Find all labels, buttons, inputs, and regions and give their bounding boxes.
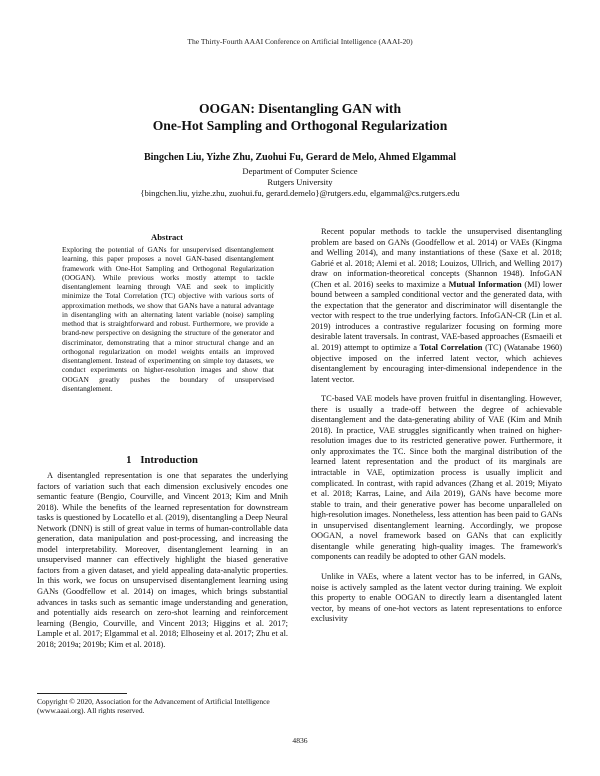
author-list: Bingchen Liu, Yizhe Zhu, Zuohui Fu, Gerard de Melo, Ahmed Elgammal (143, 152, 457, 163)
term-mutual-information: Mutual Information (448, 279, 522, 289)
title-line-1: OOGAN: Disentangling GAN with (198, 101, 402, 116)
university: Rutgers University (267, 177, 333, 187)
abstract-heading: Abstract (151, 232, 183, 242)
paper-title (0, 101, 600, 134)
page-number: 4836 (292, 736, 308, 745)
intro-paragraph-3: TC-based VAE models have proven fruitful in disentangling. However, there is usually a trade-off between the degree of achievable disentanglement and the data-generating ability of VAE (Kim and Mnih 2018). In practice, VAE struggles significantly when trained on higher-resolution images due to its restricted generative power. Furthermore, it only approximates the TC. Since both the marginal distribution of the learned latent representation and the product of its marginals are intractable in VAE, optimization process is usually implicit and complicated. In contrast, with rapid advances (Zhang et al. 2019; Miyato et al. 2018; Karras, Laine, and Aila 2019), GANs have become more stable to train, and their generative power has become unparalleled on high-resolution images. Nonetheless, less attention has been paid to GANs in unsupervised disentanglement learning. Accordingly, we propose OOGAN, a novel framework based on GANs that can explicitly disentangle while generating high-quality images. The framework's components can readily be adopted to other GAN models. (311, 394, 562, 562)
intro-paragraph-4: Unlike in VAEs, where a latent vector has to be inferred, in GANs, noise is actively sampled as the latent vector during training. We exploit this property to enable OOGAN to directly learn a disentangled latent vector, by means of one-hot vectors as latent representations to enforce exclusivity (311, 571, 562, 624)
para2-text-a: Recent popular methods to tackle the unsupervised disentangling problem are based on GANs (Goodfellow et al. 2014) or VAEs (Kingma and Welling 2014), and many instantiations of these (Saxe et al. 2018; Gabrié et al. 2018; Alemi et al. 2018; Louizos, Ullrich, and Welling 2017) draw on information-theoretical concepts (Shannon 1948). InfoGAN (Chen et al. 2016) seeks to maximize a (311, 227, 562, 289)
title-line-2: One-Hot Sampling and Orthogonal Regularization (152, 117, 448, 133)
section-title: Introduction (140, 455, 198, 466)
right-column-body (311, 227, 562, 625)
section-number: 1 (126, 455, 132, 466)
conference-header: The Thirty-Fourth AAAI Conference on Artificial Intelligence (AAAI-20) (187, 37, 413, 46)
left-column-body (37, 471, 288, 650)
para2-text-c: (TC) (Watanabe 1960) objective imposed on the inferred latent vector, which achieves disentanglement by encouraging inter-dimensional independence in the latent vector. (311, 343, 562, 384)
affiliation (0, 166, 600, 199)
footnote-divider (37, 693, 127, 694)
term-total-correlation: Total Correlation (419, 343, 483, 353)
author-emails: {bingchen.liu, yizhe.zhu, zuohui.fu, gerard.demelo}@rutgers.edu, elgammal@cs.rutgers.edu (140, 188, 460, 198)
para2-text-b: (MI) lower bound between a sampled conditional vector and the generated data, with the expectation that the generator and discriminator will disentangle the vector with respect to the true underlying factors. InfoGAN-CR (Lin et al. 2019) introduces a contrastive regularizer focusing on forming more desirable latent traversals. In contrast, VAE-based approaches (Esmaeili et al. 2019) attempt to optimize a (311, 279, 562, 353)
intro-paragraph-1: A disentangled representation is one that separates the underlying factors of variation such that each dimension exclusively encodes one semantic feature (Bengio, Courville, and Vincent 2013; Kim and Mnih 2018). While the benefits of the learned representation for downstream tasks is questioned by Locatello et al. (2019), disentangling a Deep Neural Network (DNN) is still of great value in terms of human-controllable data generation, data manipulation and post-processing, and increasing the model interpretability. Moreover, disentanglement learning in an unsupervised manner can effectively highlight the biased generative factors from a given dataset, and yield appealing data-analytic properties. In this work, we focus on unsupervised disentanglement learning using GANs (Goodfellow et al. 2014) on images, which brings substantial advances in tasks such as semantic image understanding and generation, and potentially aids research on zero-shot learning and reinforcement learning (Bengio, Courville, and Vincent 2013; Higgins et al. 2017; Lample et al. 2017; Elgammal et al. 2018; Elhoseiny et al. 2017; Zhu et al. 2018; 2019a; 2019b; Kim et al. 2018). (37, 471, 288, 649)
section-heading-introduction (37, 455, 287, 466)
department: Department of Computer Science (242, 166, 358, 176)
abstract-text: Exploring the potential of GANs for unsupervised disentanglement learning, this paper proposes a novel GAN-based disentanglement framework with One-Hot Sampling and Orthogonal Regularization (OOGAN). While previous works mostly attempt to tackle disentanglement learning through VAE and seek to implicitly minimize the Total Correlation (TC) objective with various sorts of approximation methods, we show that GANs have a natural advantage in disentangling with an alternating latent variable (noise) sampling method that is straightforward and robust. Furthermore, we provide a brand-new perspective on designing the structure of the generator and discriminator, demonstrating that a minor structural change and an orthogonal regularization on model weights entails an improved disentanglement. Instead of experimenting on simple toy datasets, we conduct experiments on higher-resolution images and show that OOGAN greatly pushes the boundary of unsupervised disentanglement. (62, 245, 274, 393)
copyright-footnote: Copyright © 2020, Association for the Advancement of Artificial Intelligence (www.aaai.org). All rights reserved. (37, 697, 270, 716)
intro-paragraph-2 (311, 227, 562, 385)
